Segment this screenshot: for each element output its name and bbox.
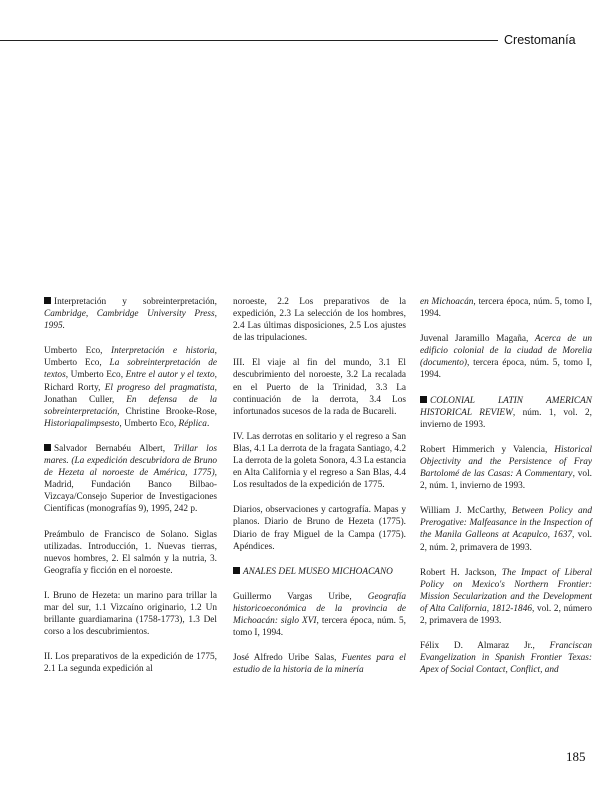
entry-text: , vol. 2, núm. 1, invierno de 1993.: [420, 469, 592, 492]
entry-text: , tercera época, núm. 5, tomo I, 1994.: [420, 297, 592, 320]
entry-text: , Umberto Eco,: [119, 418, 179, 429]
entry-text: II. Los preparativos de la expedición de 1775, 2.1 La segunda expedición al: [44, 652, 217, 675]
entry-title: Interpretación e historia: [111, 346, 215, 357]
entry-title: La sobreinterpretación de textos: [44, 358, 217, 381]
entry-text: William J. McCarthy,: [420, 506, 512, 517]
column-right: [420, 296, 592, 689]
bibliography-entry: [420, 333, 592, 381]
bibliography-entry: [420, 505, 592, 553]
square-bullet-icon: [420, 396, 427, 403]
entry-text: , tercera época, núm. 5, tomo I, 1994.: [420, 358, 592, 381]
entry-text: , vol. 2, número 2, primavera de 1993.: [420, 603, 592, 626]
square-bullet-icon: [44, 297, 51, 304]
entry-text: Guillermo Vargas Uribe,: [233, 591, 368, 602]
entry-text: Diarios, observaciones y cartografía. Mapas y planos. Diario de Bruno de Hezeta (1775). Diario de fray Miguel de la Campa (1775). Apéndices.: [233, 505, 406, 552]
entry-title: Réplica: [178, 418, 207, 429]
entry-text: , núm. 1, vol. 2, invierno de 1993.: [420, 407, 592, 430]
entry-title: En defensa de la sobreinterpretación: [44, 394, 217, 417]
entry-text: Robert H. Jackson,: [420, 567, 502, 578]
entry-title: , Cambridge, Cambridge University Press, 1995.: [44, 297, 217, 332]
section-title: Crestomanía: [504, 33, 576, 47]
entry-text: Umberto Eco,: [44, 346, 112, 357]
bibliography-entry: [420, 640, 592, 676]
entry-text: Juvenal Jaramillo Magaña,: [420, 334, 535, 345]
entry-title: El progreso del pragmatista: [104, 382, 215, 393]
entry-title: The Impact of Liberal Policy on Mexico's Northern Frontier: Mission Secularization and the Development of Alta California, 1812-1846: [420, 567, 593, 614]
entry-title: en Michoacán: [420, 297, 474, 307]
entry-text: , Jonathan Culler,: [44, 382, 217, 405]
entry-title: COLONIAL LATIN AMERICAN HISTORICAL REVIEW: [420, 395, 592, 418]
bibliography-entry: [233, 504, 406, 552]
bibliography-entry: [44, 529, 217, 577]
entry-text: Salvador Bernabéu Albert,: [54, 443, 174, 454]
entry-title: ANALES DEL MUSEO MICHOACANO: [243, 566, 393, 577]
entry-title: Historiapalimpsesto: [44, 418, 120, 429]
bibliography-entry: [420, 444, 592, 492]
column-left: [44, 296, 217, 688]
header-rule: [0, 40, 498, 41]
bibliography-entry: [233, 591, 406, 639]
entry-text: , Christine Brooke-Rose,: [117, 406, 217, 417]
bibliography-entry: [44, 296, 217, 332]
entry-text: , Umberto Eco,: [65, 370, 126, 381]
entry-text: noroeste, 2.2 Los preparativos de la expedición, 2.3 La selección de los hombres, 2.4 Las últimas disposiciones, 2.5 Los ajustes de las tripulaciones.: [233, 297, 406, 344]
entry-title: Geografía historicoeconómica de la provincia de Michoacán: siglo XVI: [233, 591, 406, 626]
bibliography-entry: [44, 345, 217, 430]
entry-title: Historical Objectivity and the Persistence of Fray Bartolomé de las Casas: A Commentary: [420, 444, 592, 480]
entry-text: , Umberto Eco,: [44, 346, 217, 369]
entry-title: Acerca de un edificio colonial de la ciudad de Morelia (documento): [420, 334, 592, 369]
entry-text: , vol. 2, núm. 2, primavera de 1993.: [420, 530, 592, 553]
entry-text: Preámbulo de Francisco de Solano. Siglas utilizadas. Introducción, 1. Nuevas tierras, nuevos hombres, 2. El salmón y la nutria, 3. Geografía y ficción en el noroeste.: [44, 529, 217, 576]
bibliography-entry: [233, 296, 406, 344]
entry-text: José Alfredo Uribe Salas,: [233, 653, 342, 664]
bibliography-entry: [44, 443, 217, 516]
entry-title: Between Policy and Prerogative: Malfeasance in the Inspection of the Manila Galleons at Acapulco, 1637: [420, 506, 592, 541]
bibliography-entry: [233, 566, 406, 578]
bibliography-entry: [420, 567, 592, 627]
column-middle: [233, 296, 406, 689]
square-bullet-icon: [233, 567, 240, 574]
entry-text: I. Bruno de Hezeta: un marino para trillar la mar del sur, 1.1 Vizcaíno originario, 1.2 Un brillante guardiamarina (1758-1773), 1.3 Del corso a los descubrimientos.: [44, 590, 217, 638]
entry-title: Entre el autor y el texto: [125, 370, 215, 381]
entry-text: , tercera época, núm. 5, tomo I, 1994.: [233, 615, 406, 639]
entry-text: III. El viaje al fin del mundo, 3.1 El descubrimiento del noroeste, 3.2 La recalada en el Puerto de la Trinidad, 3.3 La continuación de la derrota, 3.4 Los infortunados sucesos de la rada de Bucareli.: [233, 358, 406, 417]
entry-text: Interpretación y sobreinterpretación: [54, 297, 215, 307]
entry-text: Robert Himmerich y Valencia,: [420, 444, 555, 455]
entry-text: Félix D. Almaraz Jr.,: [420, 641, 550, 652]
bibliography-entry: [233, 652, 406, 676]
entry-title: Fuentes para el estudio de la historia de la minería: [233, 653, 406, 676]
bibliography-entry: [420, 296, 592, 320]
entry-text: .: [206, 418, 210, 429]
bibliography-entry: [420, 395, 592, 431]
entry-text: , Richard Rorty,: [44, 370, 217, 393]
entry-text: , Madrid, Fundación Banco Bilbao-Vizcaya/Consejo Superior de Investigaciones Científicas (monografías 9), 1995, 242 p.: [44, 468, 217, 515]
entry-title: Trillar los mares. (La expedición descubridora de Bruno de Hezeta al noroeste de América, 1775): [44, 443, 217, 479]
page-number: 185: [566, 749, 586, 764]
bibliography-entry: [233, 357, 406, 417]
bibliography-entry: [233, 431, 406, 491]
entry-text: IV. Las derrotas en solitario y el regreso a San Blas, 4.1 La derrota de la fragata Santiago, 4.2 La derrota de la goleta Sonora, 4.3 La estancia en Alta California y el regreso a San Blas, 4.4 Los resultados de la expedición de 1775.: [233, 431, 406, 491]
bibliography-entry: [44, 651, 217, 675]
bibliography-entry: [44, 590, 217, 638]
square-bullet-icon: [44, 444, 51, 451]
entry-title: Franciscan Evangelization in Spanish Frontier Texas: Apex of Social Contact, Conflict, and: [420, 641, 592, 676]
